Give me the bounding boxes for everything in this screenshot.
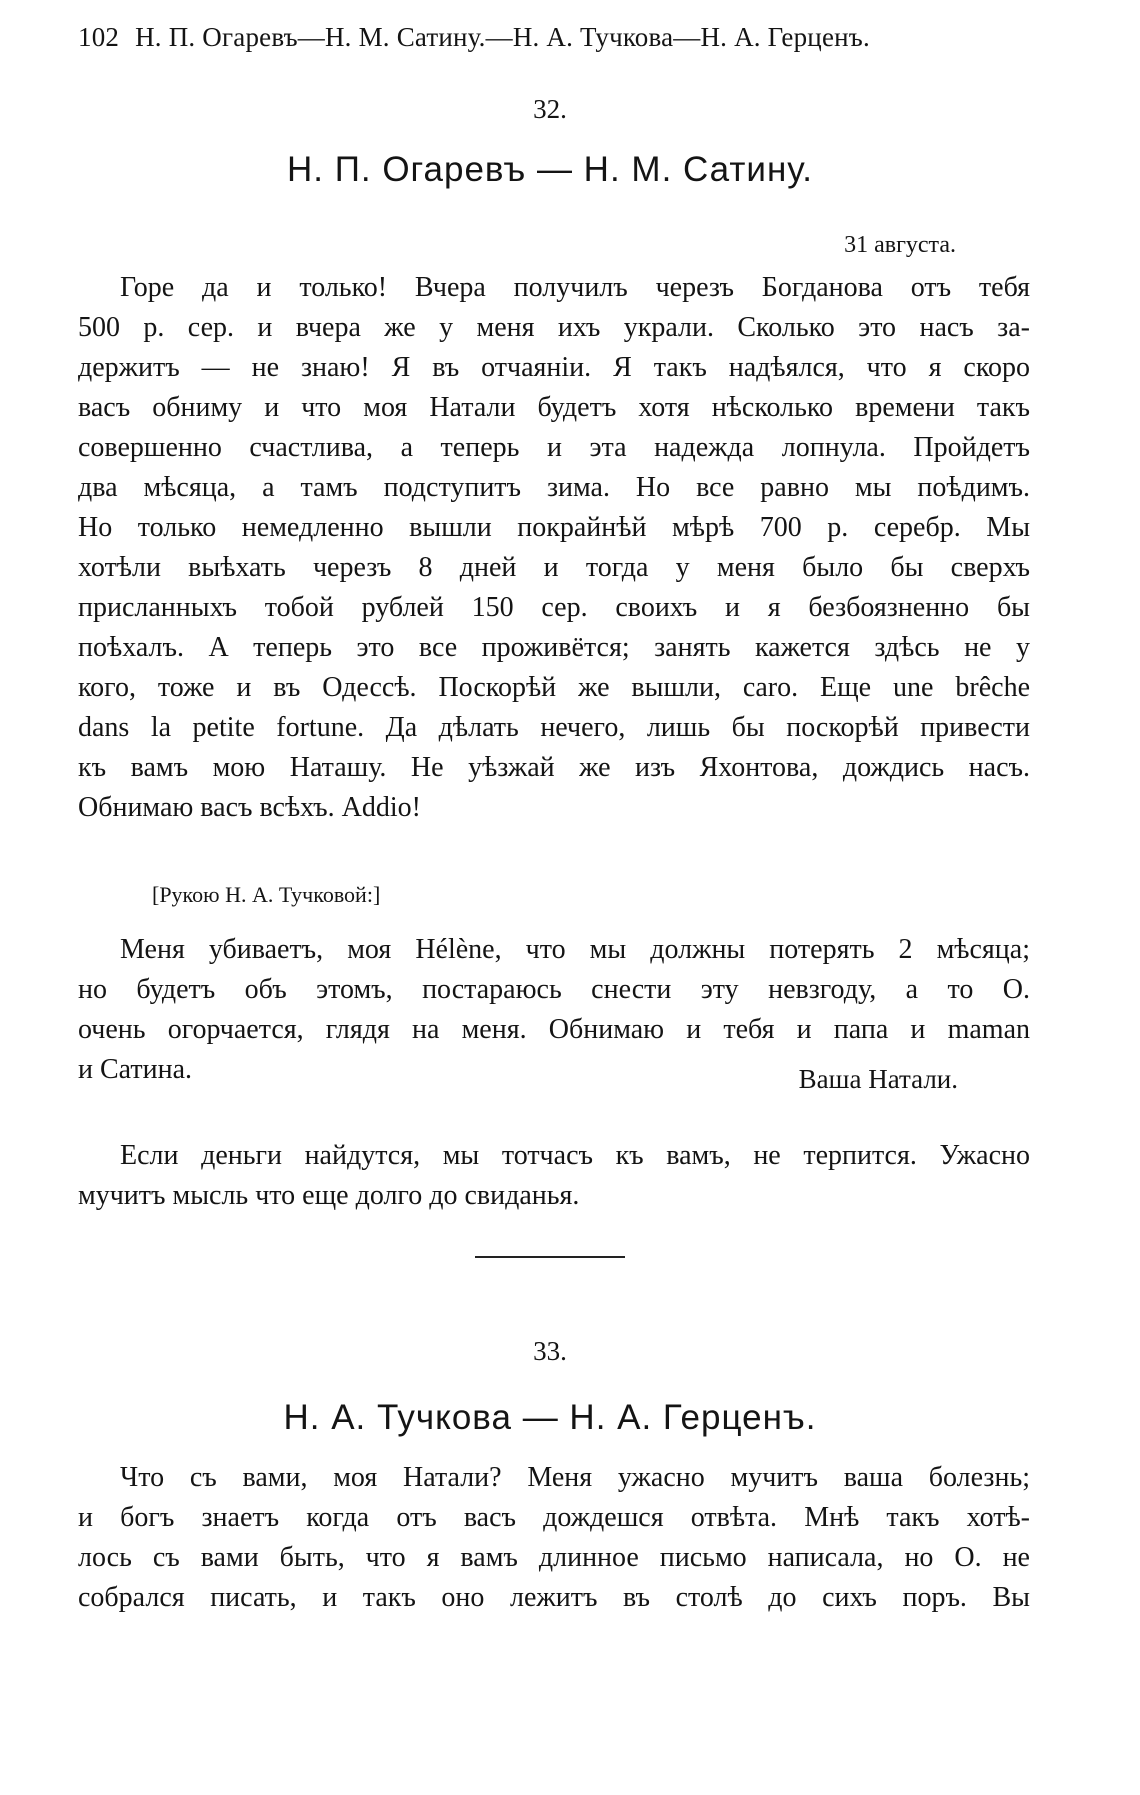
text-line: лось съ вами быть, что я вамъ длинное письмо написала, но О. не [78,1542,1030,1573]
text-line: Меня убиваетъ, моя Hélène, что мы должны потерять 2 мѣсяца; [120,934,1030,965]
text-line: мучитъ мысль что еще долго до свиданья. [78,1180,580,1211]
text-line: къ вамъ мою Наташу. Не уѣзжай же изъ Яхонтова, дождись насъ. [78,752,1030,783]
ogarev-postscript [78,1136,1030,1216]
text-line: и Сатина. [78,1054,192,1085]
letter-32-date: 31 августа. [844,232,956,258]
text-line: кого, тоже и въ Одессѣ. Поскорѣй же вышли, caro. Еще une brêche [78,672,1030,703]
page-number: 102 [78,22,120,52]
text-line: 500 р. сер. и вчера же у меня ихъ украли. Сколько это насъ за- [78,312,1030,343]
letter-32-heading: Н. П. Огаревъ — Н. М. Сатину. [286,150,814,189]
section-divider [475,1256,625,1258]
text-line: но будетъ объ этомъ, постараюсь снести эту невзгоду, а то О. [78,974,1030,1005]
running-head-title: Н. П. Огаревъ—Н. М. Сатину.—Н. А. Тучкова—Н. А. Герценъ. [135,22,870,52]
text-line: Если деньги найдутся, мы тотчасъ къ вамъ, не терпится. Ужасно [120,1140,1030,1171]
letter-32-body [78,268,1030,828]
letter-33-body [78,1458,1030,1618]
text-line: dans la petite fortune. Да дѣлать нечего, лишь бы поскорѣй привести [78,712,1030,743]
text-line: и богъ знаетъ когда отъ васъ дождешся отвѣта. Мнѣ такъ хотѣ- [78,1502,1030,1533]
text-line: поѣхалъ. А теперь это все проживётся; занять кажется здѣсь не у [78,632,1030,663]
text-line: очень огорчается, глядя на меня. Обнимаю и тебя и папа и maman [78,1014,1030,1045]
text-line: собрался писать, и такъ оно лежитъ въ столѣ до сихъ поръ. Вы [78,1582,1030,1613]
letter-32-number: 32. [533,94,567,124]
signature: Ваша Натали. [798,1064,958,1094]
text-line: совершенно счастлива, а теперь и эта надежда лопнула. Пройдетъ [78,432,1030,463]
text-line: хотѣли выѣхать черезъ 8 дней и тогда у меня было бы сверхъ [78,552,1030,583]
text-line: Но только немедленно вышли покрайнѣй мѣрѣ 700 р. серебр. Мы [78,512,1030,543]
letter-33-number: 33. [533,1336,567,1366]
running-head [78,22,870,53]
text-line: присланныхъ тобой рублей 150 сер. своихъ и я безбоязненно бы [78,592,1030,623]
text-line: Что съ вами, моя Натали? Меня ужасно мучитъ ваша болезнь; [120,1462,1030,1493]
text-line: васъ обниму и что моя Натали будетъ хотя нѣсколько времени такъ [78,392,1030,423]
text-line: Обнимаю васъ всѣхъ. Addio! [78,792,421,823]
text-line: Горе да и только! Вчера получилъ черезъ Богданова отъ тебя [120,272,1030,303]
handwriting-note: [Рукою Н. А. Тучковой:] [152,882,381,907]
text-line: держитъ — не знаю! Я въ отчаяніи. Я такъ надѣялся, что я скоро [78,352,1030,383]
letter-33-heading: Н. А. Тучкова — Н. А. Герценъ. [283,1398,817,1437]
text-line: два мѣсяца, а тамъ подступитъ зима. Но все равно мы поѣдимъ. [78,472,1030,503]
